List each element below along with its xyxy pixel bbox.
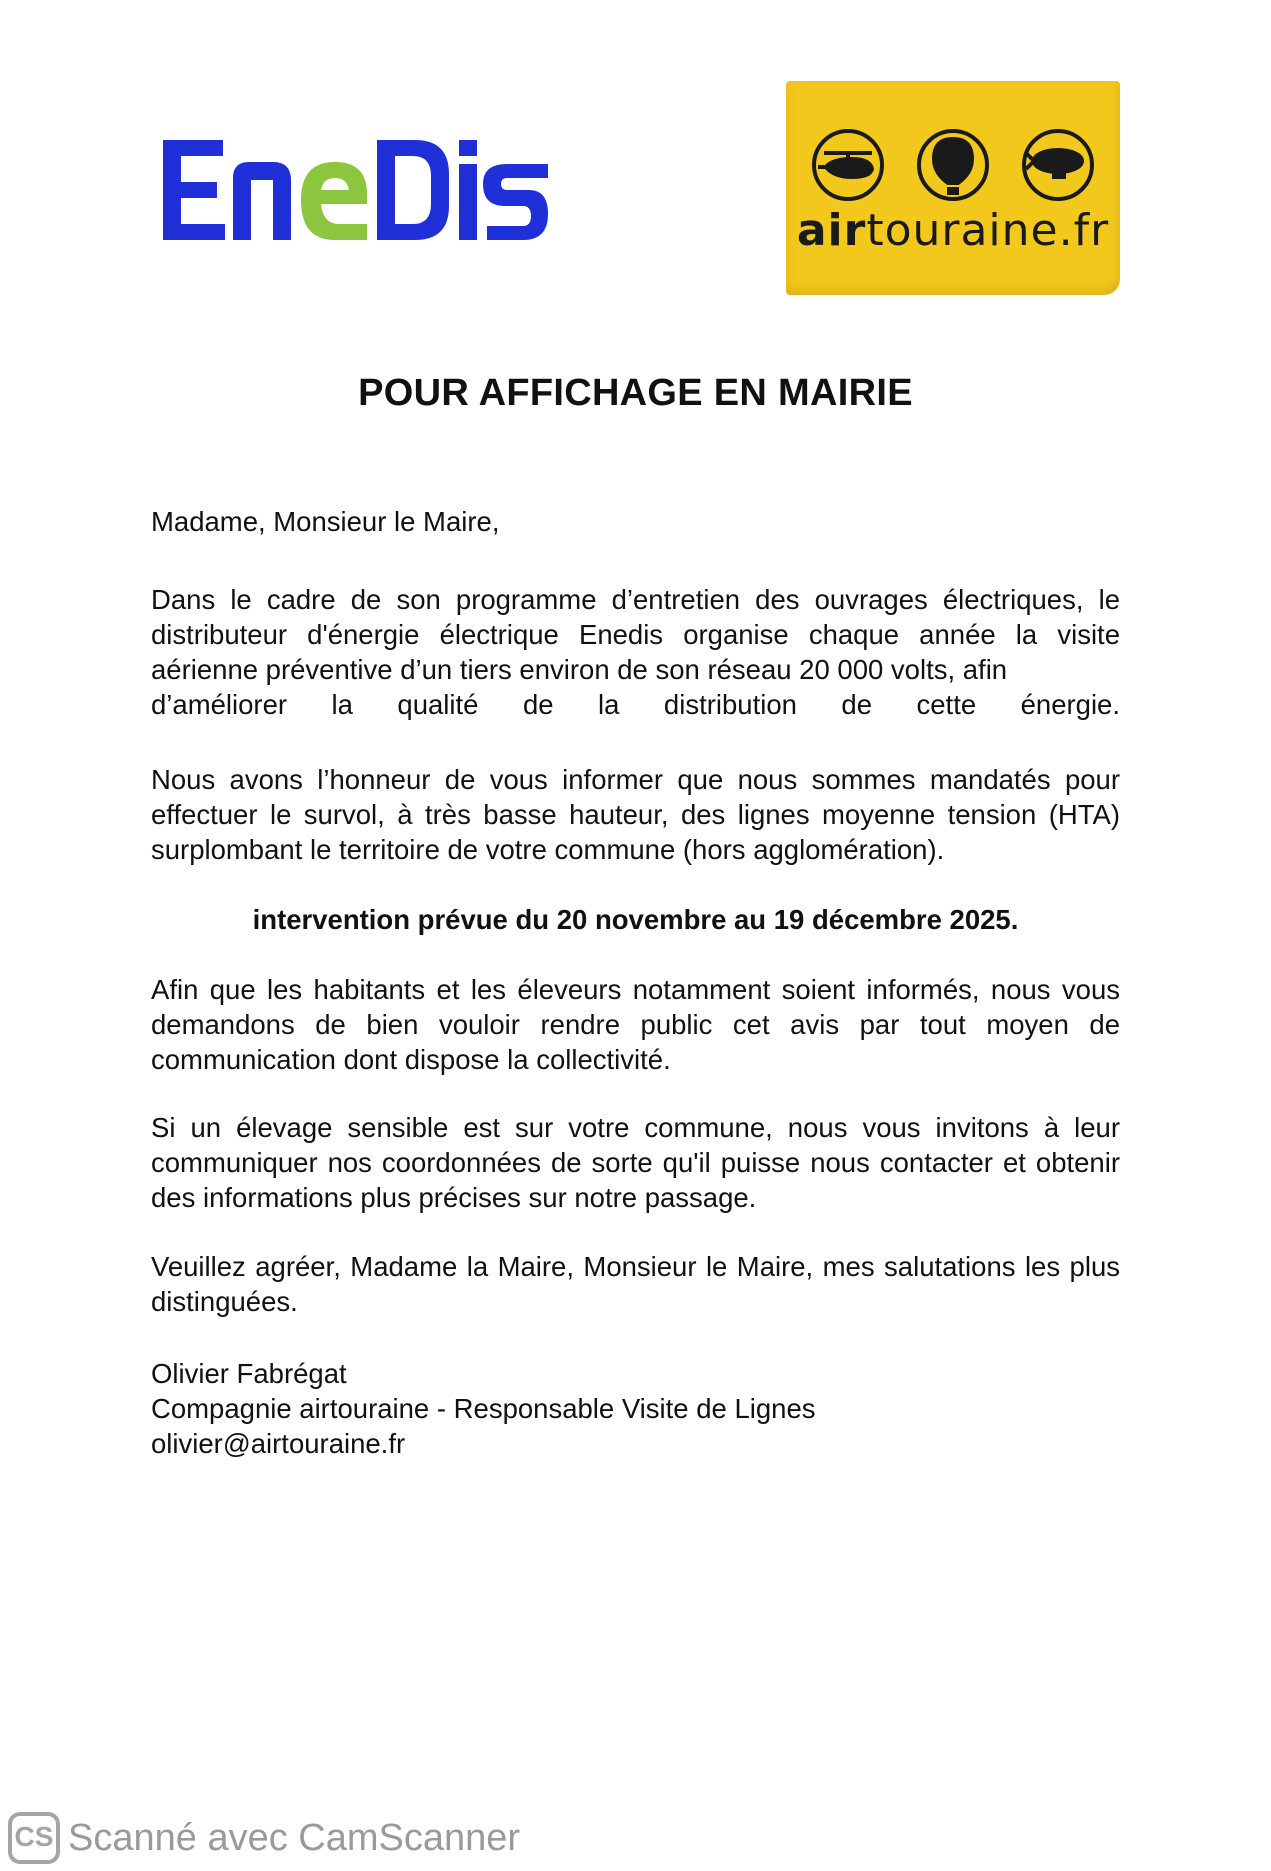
- signature: [151, 1356, 1120, 1461]
- signature-role: Compagnie airtouraine - Responsable Visite de Lignes: [151, 1393, 816, 1424]
- closing: Veuillez agréer, Madame la Maire, Monsieur le Maire, mes salutations les plus distinguées.: [151, 1251, 1120, 1317]
- paragraph-3: Afin que les habitants et les éleveurs notamment soient informés, nous vous demandons de bien vouloir rendre public cet avis par tout moyen de communication dont dispose la collectivité.: [151, 974, 1120, 1075]
- paragraph-1: [151, 582, 1120, 722]
- paragraph-2: Nous avons l’honneur de vous informer que nous sommes mandatés pour effectuer le survol, à très basse hauteur, des lignes moyenne tension (HTA) surplombant le territoire de votre commune (hors agglomération).: [151, 764, 1120, 865]
- camscanner-icon: CS: [8, 1812, 60, 1864]
- page-title: POUR AFFICHAGE EN MAIRIE: [358, 372, 913, 414]
- salutation: Madame, Monsieur le Maire,: [151, 506, 500, 537]
- paragraph-1-text: Dans le cadre de son programme d’entretien des ouvrages électriques, le distributeur d'énergie électrique Enedis organise chaque année la visite aérienne préventive d’un tiers environ de son réseau 20 000 volts, afin: [151, 584, 1120, 685]
- camscanner-label: Scanné avec CamScanner: [68, 1816, 521, 1859]
- signature-name: Olivier Fabrégat: [151, 1358, 347, 1389]
- letter-body: [151, 0, 1120, 1871]
- signature-email: olivier@airtouraine.fr: [151, 1428, 406, 1459]
- paragraph-1-last-line: d’améliorer la qualité de la distribution de cette énergie.: [151, 689, 1120, 720]
- camscanner-watermark: [8, 1808, 708, 1864]
- paragraph-4: Si un élevage sensible est sur votre commune, nous vous invitons à leur communiquer nos coordonnées de sorte qu'il puisse nous contacter et obtenir des informations plus précises sur notre passage.: [151, 1112, 1120, 1213]
- intervention-dates: intervention prévue du 20 novembre au 19 décembre 2025.: [252, 904, 1019, 935]
- airtouraine-wordmark: airtouraine.fr: [796, 205, 1110, 256]
